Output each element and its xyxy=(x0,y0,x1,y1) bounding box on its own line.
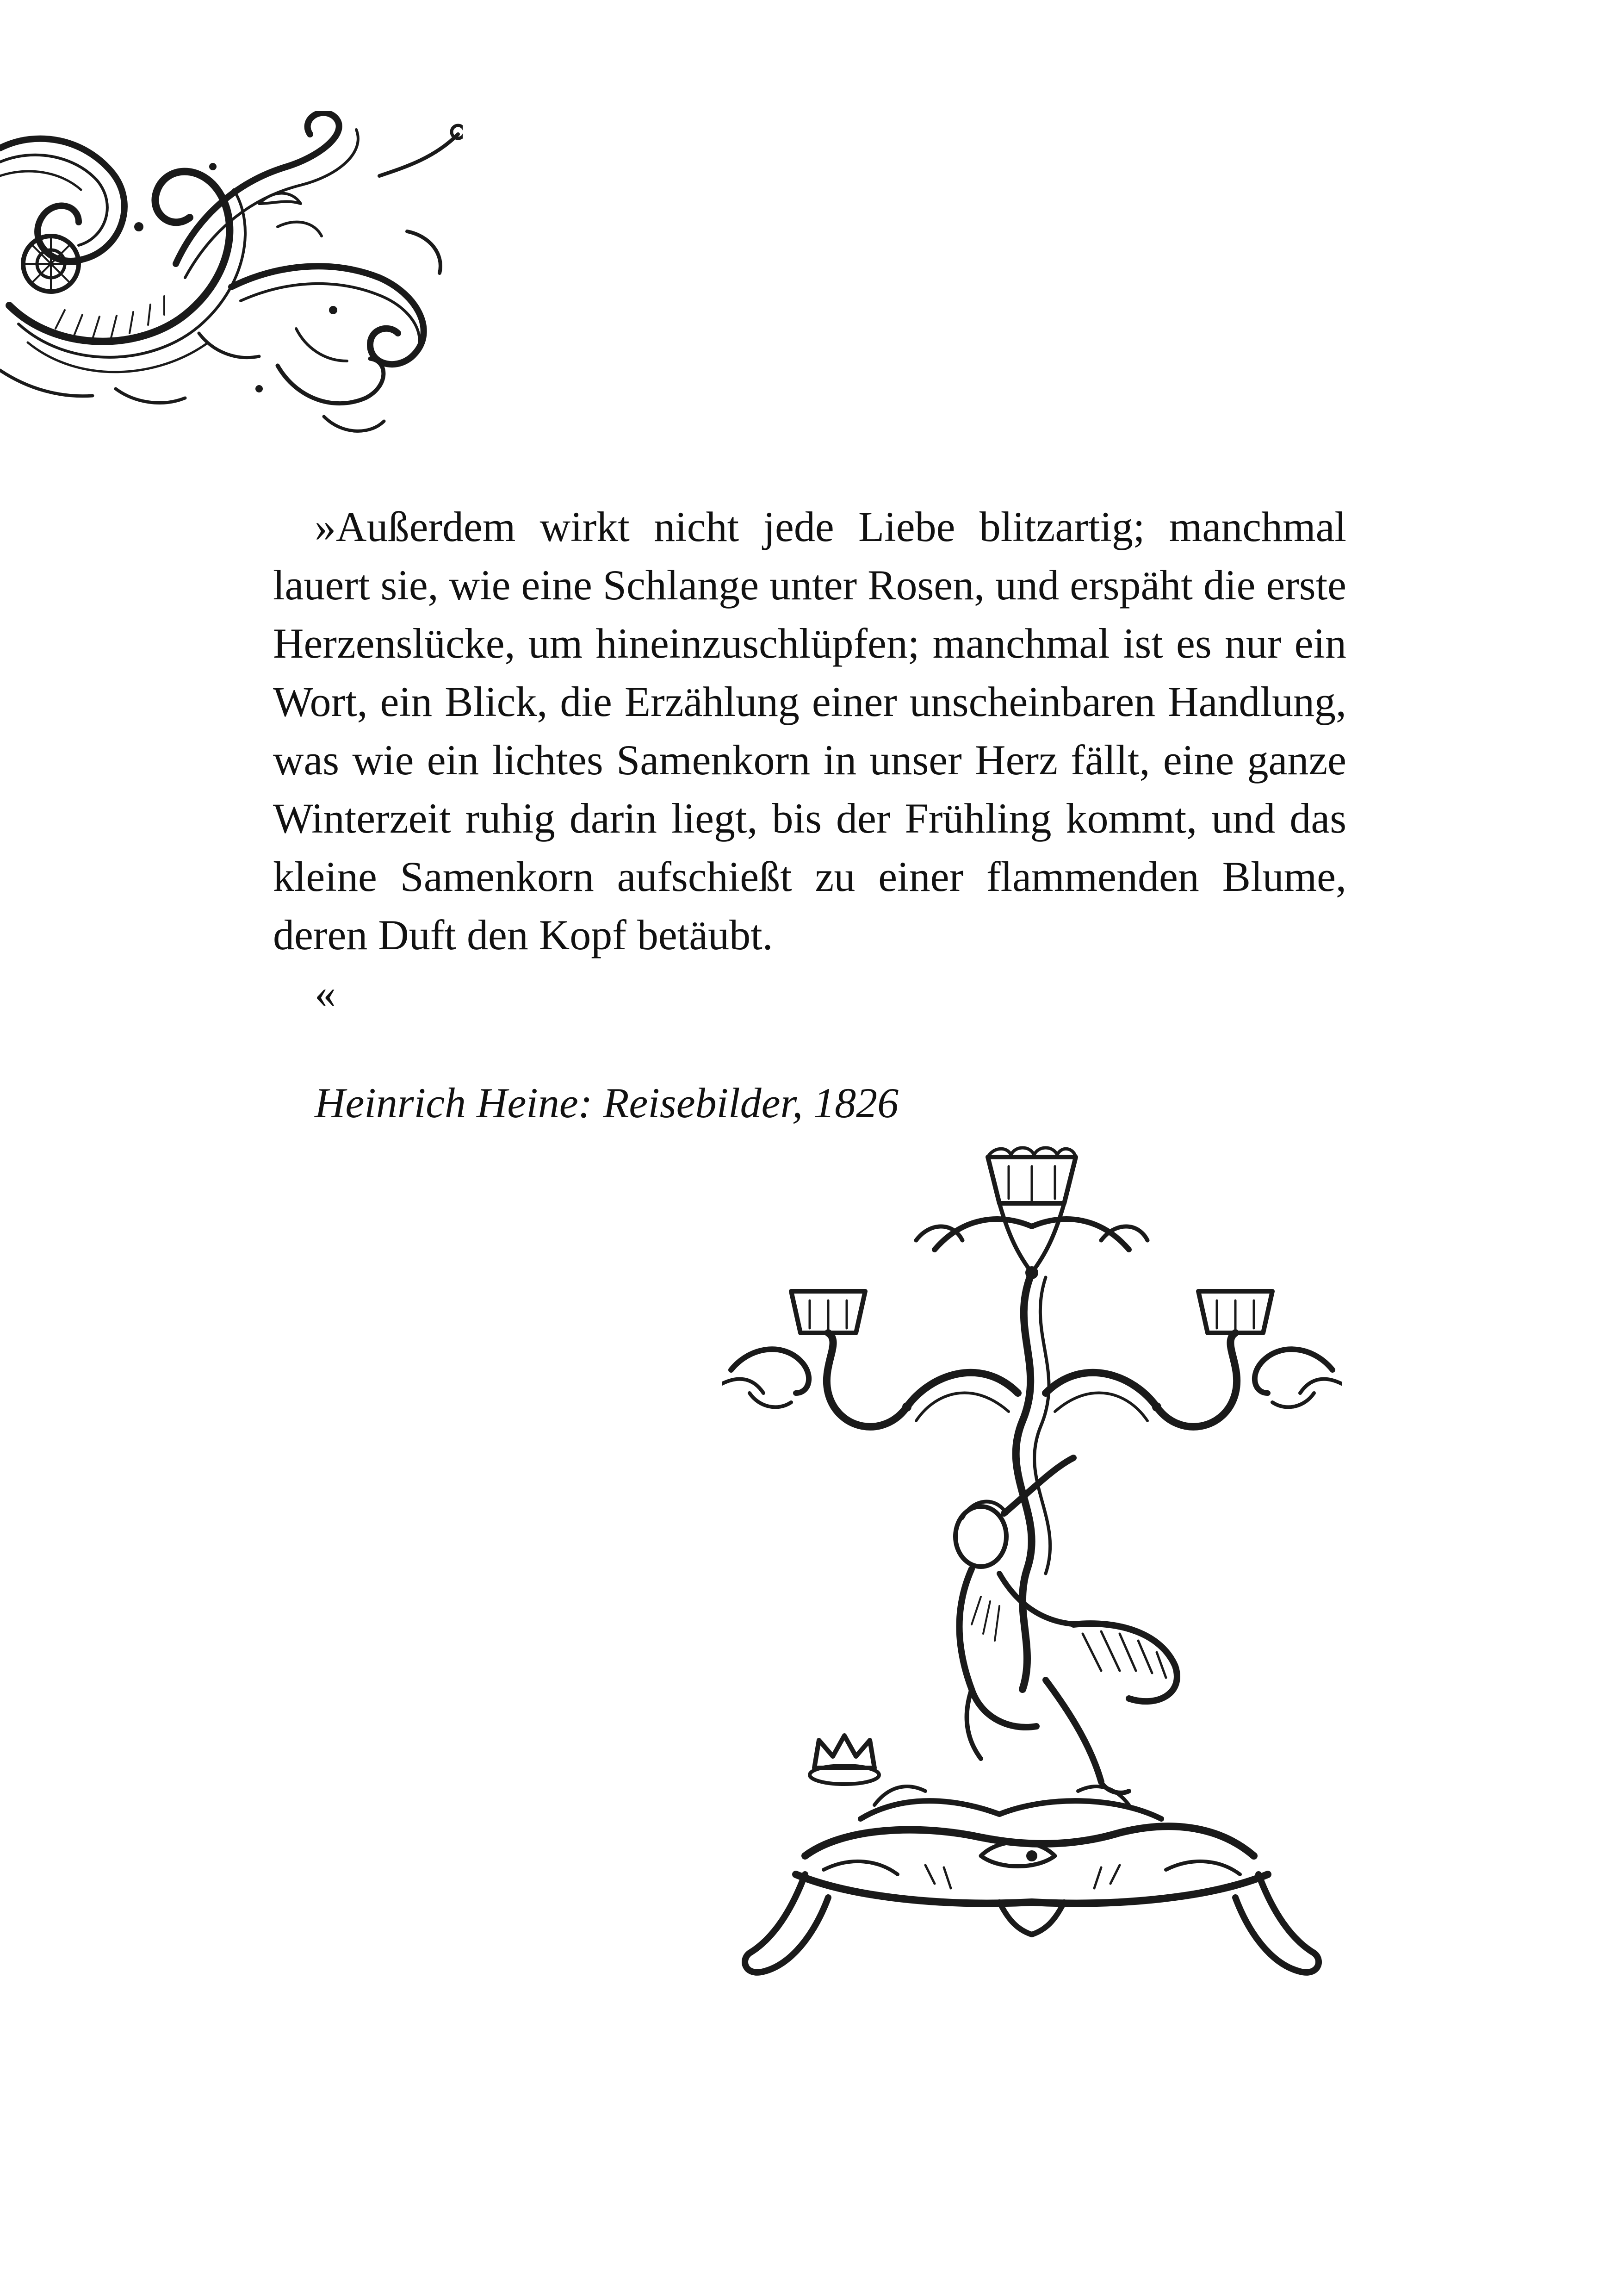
quote-attribution: Heinrich Heine: Reisebilder, 1826 xyxy=(315,1079,899,1126)
quote-block xyxy=(273,498,1346,1022)
quote-body: »Außerdem wirkt nicht jede Liebe blitzartig; manchmal lauert sie, wie eine Schlange unter Rosen, und erspäht die erste Herzenslücke, um hineinzuschlüpfen; manchmal ist es nur ein Wort, ein Blick, die Erzählung einer unscheinbaren Handlung, was wie ein lichtes Samenkorn in unser Herz fällt, eine ganze Winterzeit ruhig darin liegt, bis der Frühling kommt, und das kleine Samenkorn aufschießt zu einer flammenden Blume, deren Duft den Kopf betäubt. xyxy=(273,503,1346,958)
quote-closing-mark: « xyxy=(315,970,336,1017)
baroque-scroll-ornament-icon xyxy=(0,111,463,435)
candelabra-illustration-icon xyxy=(722,1134,1342,2013)
